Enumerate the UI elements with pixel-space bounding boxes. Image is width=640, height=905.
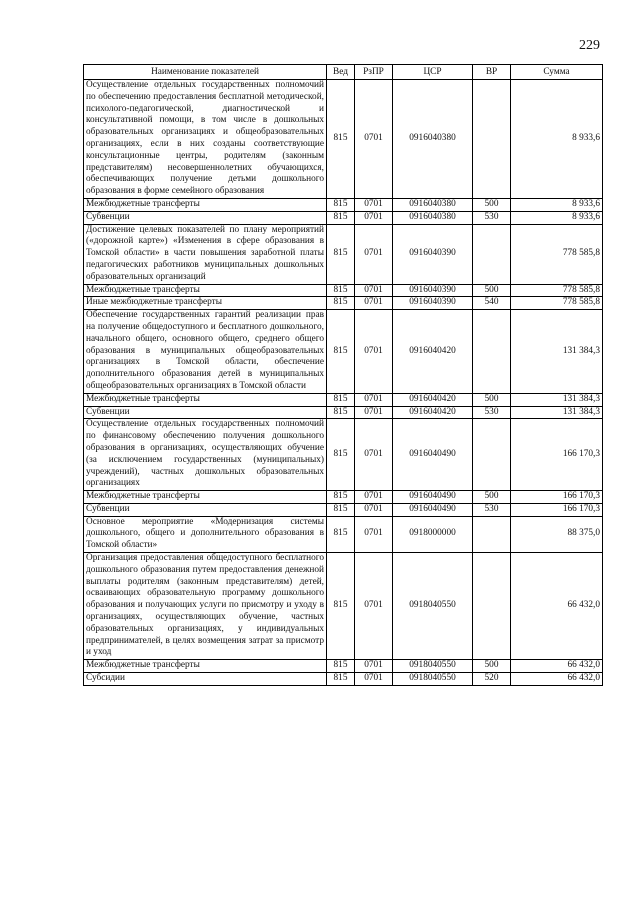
row-rzpr: 0701 — [355, 406, 393, 419]
row-sum: 166 170,3 — [511, 419, 603, 491]
row-name: Субвенции — [84, 406, 327, 419]
table-row — [84, 553, 603, 660]
row-sum: 66 432,0 — [511, 660, 603, 673]
row-vr — [473, 419, 511, 491]
row-rzpr: 0701 — [355, 660, 393, 673]
row-rzpr: 0701 — [355, 516, 393, 552]
row-rzpr: 0701 — [355, 297, 393, 310]
row-ved: 815 — [327, 660, 355, 673]
row-rzpr: 0701 — [355, 393, 393, 406]
row-ved: 815 — [327, 198, 355, 211]
row-name: Межбюджетные трансферты — [84, 491, 327, 504]
header-vr: ВР — [473, 65, 511, 80]
row-ved: 815 — [327, 224, 355, 284]
table-row — [84, 516, 603, 552]
row-rzpr: 0701 — [355, 211, 393, 224]
table-row — [84, 393, 603, 406]
row-rzpr: 0701 — [355, 553, 393, 660]
table-row — [84, 491, 603, 504]
row-sum: 131 384,3 — [511, 393, 603, 406]
row-vr: 500 — [473, 491, 511, 504]
row-name: Субвенции — [84, 211, 327, 224]
row-ved: 815 — [327, 297, 355, 310]
row-csr: 0916040420 — [393, 406, 473, 419]
row-sum: 778 585,8 — [511, 224, 603, 284]
row-name: Межбюджетные трансферты — [84, 284, 327, 297]
row-vr: 500 — [473, 393, 511, 406]
page-number: 229 — [579, 38, 600, 53]
row-sum: 66 432,0 — [511, 553, 603, 660]
row-vr: 500 — [473, 284, 511, 297]
table-row — [84, 297, 603, 310]
row-sum: 8 933,6 — [511, 211, 603, 224]
row-name: Субвенции — [84, 503, 327, 516]
row-vr: 540 — [473, 297, 511, 310]
row-vr: 520 — [473, 673, 511, 686]
header-rzpr: РзПР — [355, 65, 393, 80]
row-ved: 815 — [327, 393, 355, 406]
row-csr: 0916040380 — [393, 198, 473, 211]
row-rzpr: 0701 — [355, 284, 393, 297]
row-sum: 8 933,6 — [511, 198, 603, 211]
table-row — [84, 406, 603, 419]
row-vr: 530 — [473, 211, 511, 224]
row-csr: 0916040390 — [393, 224, 473, 284]
row-csr: 0916040490 — [393, 419, 473, 491]
row-sum: 166 170,3 — [511, 491, 603, 504]
row-ved: 815 — [327, 503, 355, 516]
row-vr: 530 — [473, 406, 511, 419]
row-vr — [473, 516, 511, 552]
row-name: Основное мероприятие «Модернизация системы дошкольного, общего и дополнительного образования в Томской области» — [84, 516, 327, 552]
row-rzpr: 0701 — [355, 224, 393, 284]
budget-table — [83, 64, 603, 686]
row-rzpr: 0701 — [355, 198, 393, 211]
row-name: Обеспечение государственных гарантий реализации прав на получение общедоступного и бесплатного дошкольного, начального общего, основного общего, среднего общего образования в муниципальных общеобразовательных организациях в Томской области, обеспечение дополнительного образования детей в муниципальных общеобразовательных организациях в Томской области — [84, 310, 327, 394]
row-ved: 815 — [327, 673, 355, 686]
row-csr: 0916040490 — [393, 491, 473, 504]
row-ved: 815 — [327, 406, 355, 419]
row-ved: 815 — [327, 553, 355, 660]
row-csr: 0918040550 — [393, 660, 473, 673]
row-vr: 530 — [473, 503, 511, 516]
row-sum: 88 375,0 — [511, 516, 603, 552]
row-csr: 0916040390 — [393, 297, 473, 310]
row-ved: 815 — [327, 284, 355, 297]
row-ved: 815 — [327, 80, 355, 199]
row-vr — [473, 553, 511, 660]
row-rzpr: 0701 — [355, 503, 393, 516]
row-csr: 0918000000 — [393, 516, 473, 552]
row-name: Осуществление отдельных государственных полномочий по финансовому обеспечению получения дошкольного образования в организациях, осуществляющих обучение (за исключением государственных (муниципальных) учреждений), частных дошкольных образовательных организациях — [84, 419, 327, 491]
row-csr: 0916040420 — [393, 310, 473, 394]
table-row — [84, 673, 603, 686]
header-name: Наименование показателей — [84, 65, 327, 80]
row-csr: 0916040390 — [393, 284, 473, 297]
row-ved: 815 — [327, 516, 355, 552]
row-vr: 500 — [473, 198, 511, 211]
table-header — [84, 65, 603, 80]
row-csr: 0916040490 — [393, 503, 473, 516]
row-name: Субсидии — [84, 673, 327, 686]
header-csr: ЦСР — [393, 65, 473, 80]
row-name: Межбюджетные трансферты — [84, 393, 327, 406]
table-row — [84, 198, 603, 211]
row-sum: 131 384,3 — [511, 310, 603, 394]
table-row — [84, 310, 603, 394]
row-csr: 0916040420 — [393, 393, 473, 406]
table-row — [84, 80, 603, 199]
table-row — [84, 419, 603, 491]
row-ved: 815 — [327, 491, 355, 504]
table-row — [84, 211, 603, 224]
row-rzpr: 0701 — [355, 80, 393, 199]
table-row — [84, 284, 603, 297]
row-sum: 166 170,3 — [511, 503, 603, 516]
row-name: Межбюджетные трансферты — [84, 660, 327, 673]
header-sum: Сумма — [511, 65, 603, 80]
row-rzpr: 0701 — [355, 491, 393, 504]
header-ved: Вед — [327, 65, 355, 80]
row-vr: 500 — [473, 660, 511, 673]
table-row — [84, 660, 603, 673]
header-row — [84, 65, 603, 80]
row-rzpr: 0701 — [355, 310, 393, 394]
row-sum: 778 585,8 — [511, 284, 603, 297]
row-name: Иные межбюджетные трансферты — [84, 297, 327, 310]
row-csr: 0916040380 — [393, 211, 473, 224]
row-sum: 66 432,0 — [511, 673, 603, 686]
table-body — [84, 80, 603, 686]
row-name: Организация предоставления общедоступного бесплатного дошкольного образования путем предоставления денежной выплаты родителям (законным представителям) детей, осваивающих образовательную программу дошкольного образования и получающих услуги по присмотру и уходу в организациях, осуществляющих обучение, частных образовательных организациях, у индивидуальных предпринимателей, в целях возмещения затрат за присмотр и уход — [84, 553, 327, 660]
row-sum: 8 933,6 — [511, 80, 603, 199]
row-rzpr: 0701 — [355, 673, 393, 686]
table-row — [84, 503, 603, 516]
row-rzpr: 0701 — [355, 419, 393, 491]
row-sum: 778 585,8 — [511, 297, 603, 310]
row-ved: 815 — [327, 211, 355, 224]
row-sum: 131 384,3 — [511, 406, 603, 419]
row-name: Осуществление отдельных государственных полномочий по обеспечению предоставления бесплатной методической, психолого-педагогической, диагностической и консультативной помощи, в том числе в дошкольных образовательных организациях и общеобразовательных организациях, если в них созданы соответствующие консультационные центры, родителям (законным представителям) несовершеннолетних обучающихся, обеспечивающих получение детьми дошкольного образования в форме семейного образования — [84, 80, 327, 199]
row-name: Межбюджетные трансферты — [84, 198, 327, 211]
row-vr — [473, 80, 511, 199]
row-vr — [473, 224, 511, 284]
row-ved: 815 — [327, 419, 355, 491]
table-row — [84, 224, 603, 284]
row-csr: 0918040550 — [393, 553, 473, 660]
row-vr — [473, 310, 511, 394]
row-ved: 815 — [327, 310, 355, 394]
row-csr: 0918040550 — [393, 673, 473, 686]
row-csr: 0916040380 — [393, 80, 473, 199]
row-name: Достижение целевых показателей по плану мероприятий («дорожной карте») «Изменения в сфере образования в Томской области» в части повышения заработной платы педагогических работников муниципальных дошкольных образовательных организаций — [84, 224, 327, 284]
